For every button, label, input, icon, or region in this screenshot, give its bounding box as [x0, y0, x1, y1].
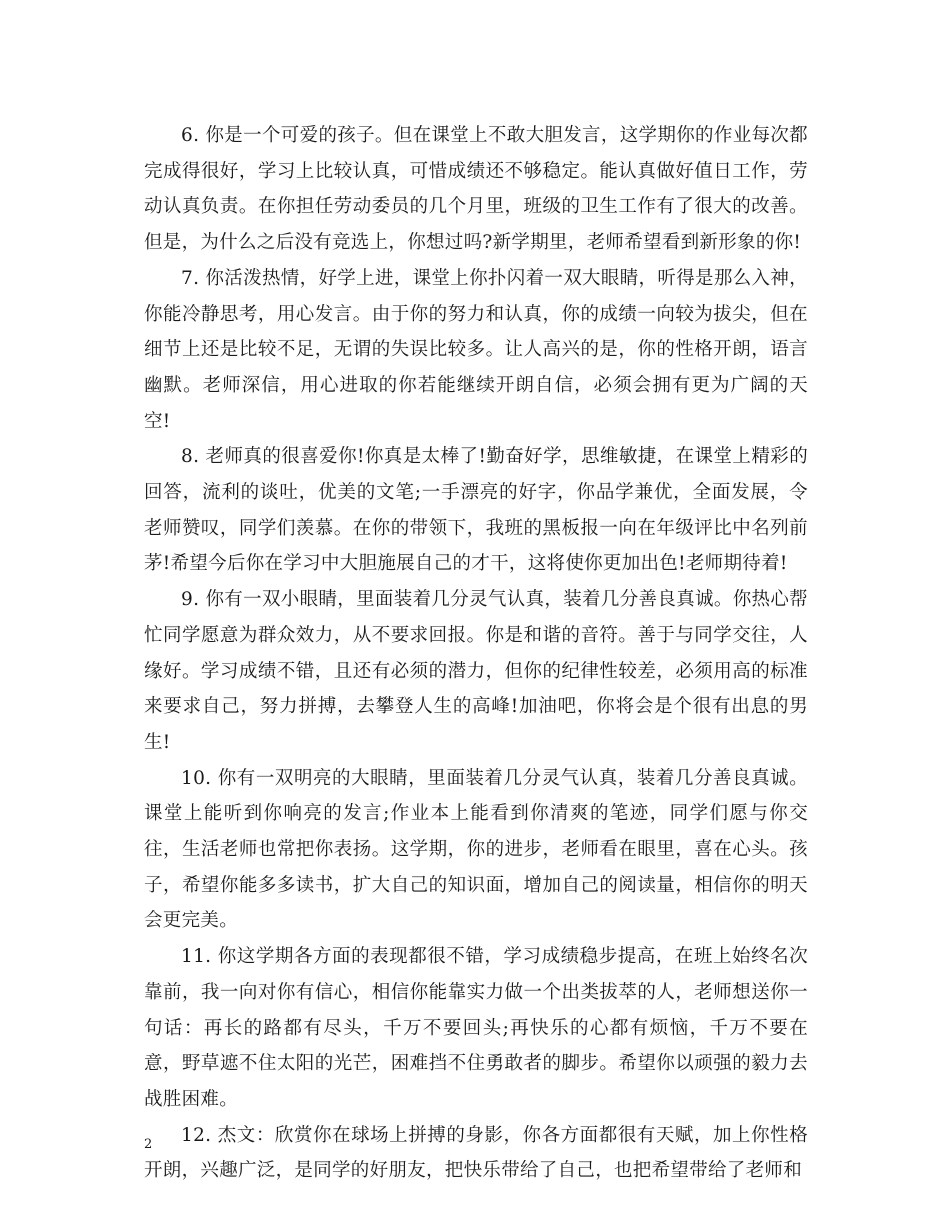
- paragraph-10: 10. 你有一双明亮的大眼睛，里面装着几分灵气认真，装着几分善良真诚。课堂上能听到你响亮的发言;作业本上能看到你清爽的笔迹，同学们愿与你交往，生活老师也常把你表扬。这学期，你的进步，老师看在眼里，喜在心头。孩子，希望你能多多读书，扩大自己的知识面，增加自己的阅读量，相信你的明天会更完美。: [144, 767, 808, 932]
- paragraph-11: 11. 你这学期各方面的表现都很不错，学习成绩稳步提高，在班上始终名次靠前，我一向对你有信心，相信你能靠实力做一个出类拔萃的人，老师想送你一句话：再长的路都有尽头，千万不要回头;再快乐的心都有烦恼，千万不要在意，野草遮不住太阳的光芒，困难挡不住勇敢者的脚步。希望你以顽强的毅力去战胜困难。: [144, 946, 808, 1110]
- page-number: 2: [144, 1137, 153, 1152]
- paragraph-12: 12. 杰文：欣赏你在球场上拼搏的身影，你各方面都很有天赋，加上你性格开朗，兴趣广泛，是同学的好朋友，把快乐带给了自己，也把希望带给了老师和: [144, 1124, 808, 1182]
- paragraph-8: 8. 老师真的很喜爱你!你真是太棒了!勤奋好学，思维敏捷，在课堂上精彩的回答，流利的谈吐，优美的文笔;一手漂亮的好字，你品学兼优，全面发展，令老师赞叹，同学们羡慕。在你的带领下，我班的黑板报一向在年级评比中名列前茅!希望今后你在学习中大胆施展自己的才干，这将使你更加出色!老师期待着!: [144, 446, 808, 575]
- paragraph-9: 9. 你有一双小眼睛，里面装着几分灵气认真，装着几分善良真诚。你热心帮忙同学愿意为群众效力，从不要求回报。你是和谐的音符。善于与同学交往，人缘好。学习成绩不错，且还有必须的潜力，但你的纪律性较差，必须用高的标准来要求自己，努力拼搏，去攀登人生的高峰!加油吧，你将会是个很有出息的男生!: [144, 589, 808, 753]
- paragraph-7: 7. 你活泼热情，好学上进，课堂上你扑闪着一双大眼睛，听得是那么入神，你能冷静思考，用心发言。由于你的努力和认真，你的成绩一向较为拔尖，但在细节上还是比较不足，无谓的失误比较多。让人高兴的是，你的性格开朗，语言幽默。老师深信，用心进取的你若能继续开朗自信，必须会拥有更为广阔的天空!: [144, 267, 808, 432]
- document-body: [144, 118, 808, 1189]
- paragraph-6: 6. 你是一个可爱的孩子。但在课堂上不敢大胆发言，这学期你的作业每次都完成得很好，学习上比较认真，可惜成绩还不够稳定。能认真做好值日工作，劳动认真负责。在你担任劳动委员的几个月里，班级的卫生工作有了很大的改善。但是，为什么之后没有竞选上，你想过吗?新学期里，老师希望看到新形象的你!: [144, 125, 808, 254]
